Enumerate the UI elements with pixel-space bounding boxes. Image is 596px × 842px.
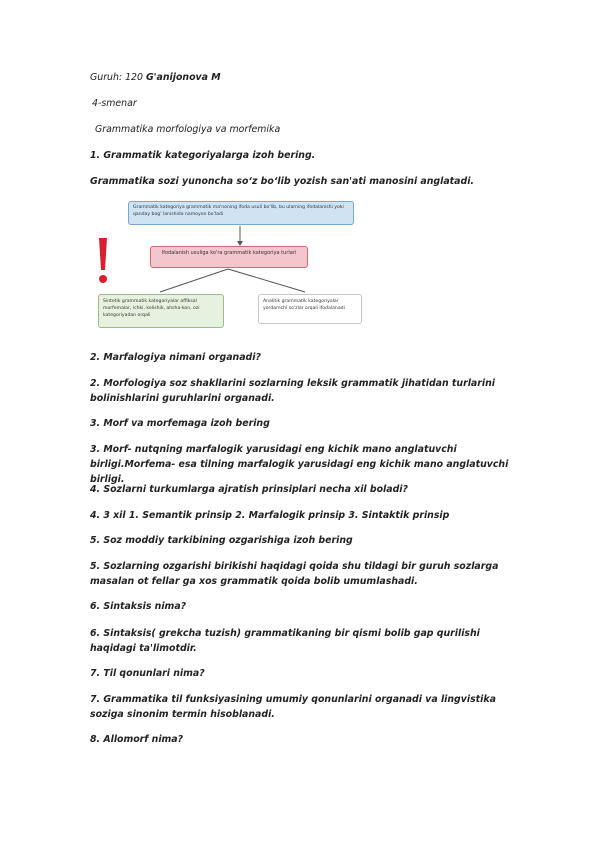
answer-1: Grammatika sozi yunoncha so‘z bo‘lib yozish san'ati manosini anglatadi.	[90, 176, 474, 187]
seminar-label: 4-smenar	[92, 98, 137, 109]
diagram-right-box: Analitik grammatik kategoriyalar yordamchi so'zlar orqali ifodalanadi	[258, 294, 362, 324]
diagram-middle-box: Ifodalanish usuliga ko'ra grammatik kategoriya turlari	[150, 246, 308, 268]
student-name: G'anijonova M	[145, 72, 221, 83]
question-2: 2. Marfalogiya nimani organadi?	[90, 352, 261, 363]
question-5: 5. Soz moddiy tarkibining ozgarishiga izoh bering	[90, 535, 353, 546]
answer-3: 3. Morf- nutqning marfalogik yarusidagi eng kichik mano anglatuvchi birligi.Morfema- esa tilning marfalogik yarusidagi eng kichik mano anglatuvchi birligi.	[90, 444, 509, 485]
diagram-left-box: Sintetik grammatik kategoriyalar affiksal morfemalar, ichki, kelishik, ahsha-kon, ozi kategoriyadan orqali	[98, 294, 224, 328]
answer-6: 6. Sintaksis( grekcha tuzish) grammatikaning bir qismi bolib gap qurilishi haqidagi ta'limotdir.	[90, 628, 480, 654]
answer-4: 4. 3 xil 1. Semantik prinsip 2. Marfalogik prinsip 3. Sintaktik prinsip	[90, 510, 450, 521]
diagram-top-box: Grammatik kategoriya grammatik ma'noning ifoda usuli bo'lib, bu ularning ifodalanishi yoki qanday bog' lanishida namoyon bo'ladi	[128, 201, 354, 225]
group-line	[90, 72, 221, 83]
grammatical-category-diagram	[90, 196, 362, 338]
question-1: 1. Grammatik kategoriyalarga izoh bering.	[90, 150, 316, 161]
exclamation-icon	[96, 236, 110, 286]
question-8: 8. Allomorf nima?	[90, 734, 184, 745]
answer-2: 2. Morfologiya soz shakllarini sozlarning leksik grammatik jihatidan turlarini bolinishlarini guruhlarini organadi.	[90, 378, 495, 404]
question-7: 7. Til qonunlari nima?	[90, 668, 205, 679]
question-3: 3. Morf va morfemaga izoh bering	[90, 418, 270, 429]
answer-5: 5. Sozlarning ozgarishi birikishi haqidagi qoida shu tildagi bir guruh sozlarga masalan ot fellar ga xos grammatik qoida bolib umumlashadi.	[90, 561, 499, 587]
answer-7: 7. Grammatika til funksiyasining umumiy qonunlarini organadi va lingvistika soziga sinonim termin hisoblanadi.	[90, 694, 496, 720]
question-6: 6. Sintaksis nima?	[90, 601, 187, 612]
question-4: 4. Sozlarni turkumlarga ajratish prinsiplari necha xil boladi?	[90, 484, 408, 495]
topic-title: Grammatika morfologiya va morfemika	[95, 124, 281, 135]
group-label: Guruh: 120	[90, 72, 143, 83]
